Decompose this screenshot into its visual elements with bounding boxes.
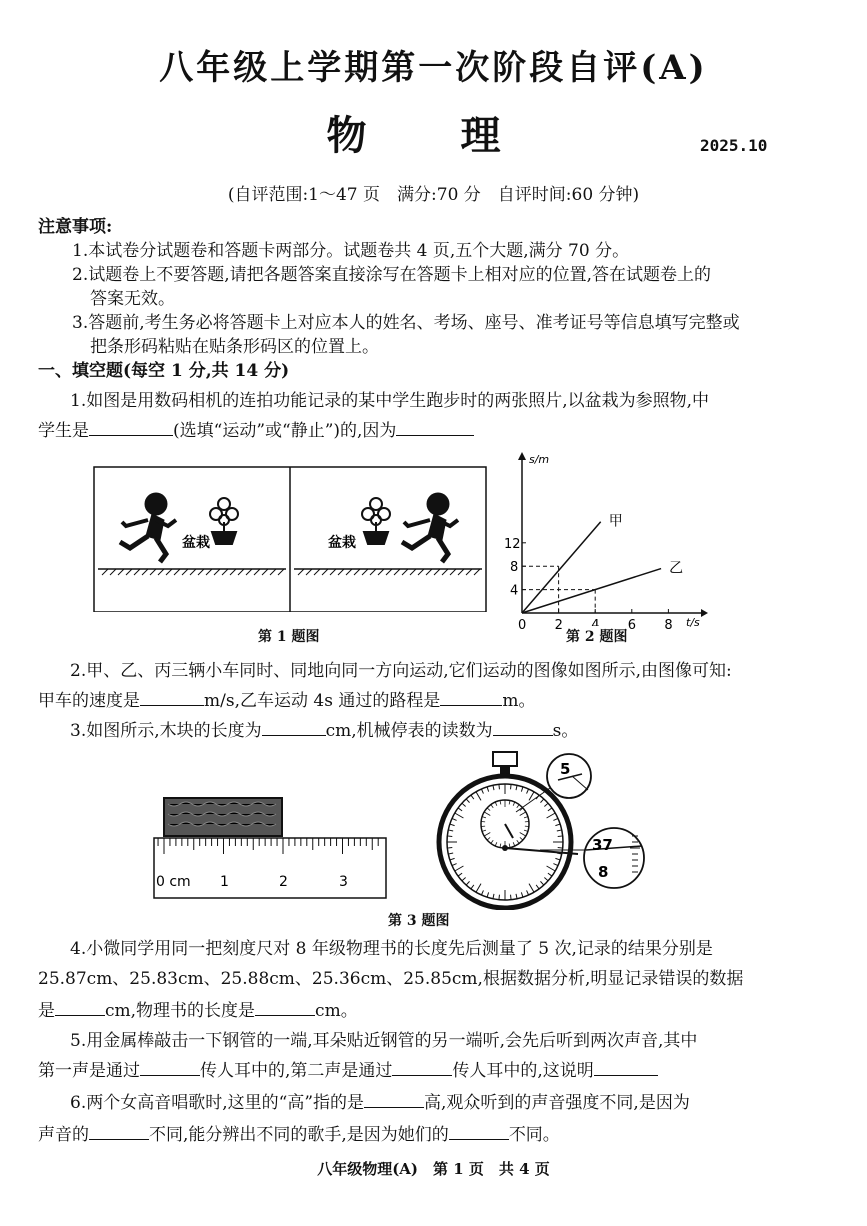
watch-tick (458, 873, 462, 876)
note-line-1: 1.本试卷分试题卷和答题卡两部分。试题卷共 4 页,五个大题,满分 70 分。 (72, 241, 630, 261)
inner-dial-tick (520, 837, 523, 840)
q3-caption: 第 3 题图 (388, 913, 450, 929)
watch-tick (536, 885, 539, 889)
zoom-top-value: 5 (560, 760, 571, 778)
q5-text-a: 第一声是通过 (38, 1061, 140, 1081)
watch-tick (476, 792, 481, 801)
q5-blank-2[interactable] (392, 1059, 452, 1076)
q6-blank-1[interactable] (364, 1091, 424, 1108)
q3-text-b: cm,机械停表的读数为 (325, 721, 493, 741)
q3-blank-2[interactable] (493, 719, 553, 736)
q4-line3 (38, 996, 358, 1021)
watch-tick (511, 895, 512, 900)
watch-tick (455, 866, 464, 871)
watch-tick (493, 785, 494, 790)
q1-blank-2[interactable] (396, 419, 474, 436)
watch-tick (521, 892, 523, 897)
watch-tick (516, 894, 517, 899)
watch-tick (555, 824, 560, 826)
q6-text-c: 声音的 (38, 1125, 89, 1145)
q2-text-c: m。 (502, 691, 536, 711)
watch-tick (511, 784, 512, 789)
watch-tick (487, 892, 489, 897)
zoom-right-value-b: 8 (598, 863, 609, 881)
watch-tick (455, 813, 464, 818)
watch-tick (493, 894, 494, 899)
watch-tick (476, 884, 481, 893)
inner-dial-tick (520, 833, 526, 837)
q1-caption: 第 1 题图 (258, 629, 320, 645)
watch-tick (558, 836, 563, 837)
watch-tick (499, 784, 500, 789)
q3-text-a: 3.如图所示,木块的长度为 (70, 721, 262, 741)
potted-plant-icon (362, 498, 390, 544)
y-tick-label: 12 (504, 536, 521, 552)
inner-dial-tick (495, 802, 497, 806)
q5-blank-3[interactable] (594, 1059, 658, 1076)
watch-tick (558, 848, 563, 849)
runner-icon (120, 493, 176, 562)
exam-title: 八年级上学期第一次阶段自评(A) (159, 48, 708, 88)
watch-tick (553, 818, 558, 820)
watch-tick (450, 858, 455, 860)
section-heading: 一、填空题(每空 1 分,共 14 分) (38, 361, 290, 381)
watch-tick (466, 799, 469, 803)
watch-tick (452, 818, 457, 820)
watch-tick (458, 808, 462, 811)
q6-text-e: 不同。 (508, 1125, 560, 1145)
watch-tick (529, 792, 534, 801)
x-tick-label: 0 (518, 618, 527, 633)
q1-figure (90, 462, 490, 612)
exam-date: 2025.10 (700, 136, 768, 155)
exam-range: (自评范围:1～47 页 满分:70 分 自评时间:60 分钟) (227, 185, 640, 205)
q3-blank-1[interactable] (262, 719, 326, 736)
watch-tick (462, 803, 466, 806)
series-line-2 (522, 569, 661, 613)
ruler-figure (150, 796, 390, 902)
series-line-1 (522, 522, 601, 613)
q1-line2 (38, 416, 474, 441)
inner-dial-tick (484, 833, 490, 837)
inner-dial-tick (520, 812, 526, 816)
q2-blank-2[interactable] (440, 689, 502, 706)
q3-line1 (70, 716, 578, 741)
series-label-2: 乙 (669, 560, 684, 577)
ruler-label-1: 1 (220, 874, 229, 890)
q4-line2: 25.87cm、25.83cm、25.88cm、25.36cm、25.85cm,根据数据分析,明显记录错误的数据 (38, 969, 744, 989)
q2-blank-1[interactable] (140, 689, 204, 706)
q4-text-c: cm。 (315, 1001, 358, 1021)
x-tick-label: 2 (554, 618, 563, 633)
watch-tick (548, 873, 552, 876)
potted-plant-icon (210, 498, 238, 544)
ruler-label-3: 3 (339, 874, 348, 890)
watch-tick (516, 785, 517, 790)
watch-tick (462, 877, 466, 880)
notes-heading: 注意事项: (38, 217, 113, 237)
watch-tick (547, 813, 556, 818)
inner-dial-tick (491, 840, 493, 843)
y-tick-label: 8 (510, 560, 519, 576)
q5-line2 (38, 1056, 658, 1081)
q1-blank-1[interactable] (89, 419, 173, 436)
inner-dial-tick (513, 802, 515, 806)
q2-text-b: m/s,乙车运动 4s 通过的路程是 (204, 691, 441, 711)
watch-tick (481, 890, 483, 895)
q2-chart (496, 448, 711, 644)
series-label-1: 甲 (608, 513, 623, 530)
q2-text-a: 甲车的速度是 (38, 691, 140, 711)
inner-dial-tick (491, 805, 493, 808)
q6-text-a: 6.两个女高音唱歌时,这里的“高”指的是 (70, 1093, 365, 1113)
plant-label-right: 盆栽 (328, 535, 356, 551)
y-tick-label: 4 (510, 583, 519, 599)
q6-line1 (70, 1088, 690, 1113)
q3-text-c: s。 (552, 721, 579, 741)
x-tick-label: 6 (627, 618, 637, 633)
ruler-label-0: 0 cm (156, 874, 191, 890)
watch-tick (544, 803, 548, 806)
q5-blank-1[interactable] (140, 1059, 200, 1076)
watch-tick (540, 881, 543, 885)
inner-dial-tick (487, 837, 490, 840)
note-line-5: 把条形码粘贴在贴条形码区的位置上。 (90, 337, 379, 357)
q1-text-a: 学生是 (38, 421, 89, 441)
watch-tick (450, 824, 455, 826)
note-line-2: 2.试题卷上不要答题,请把各题答案直接涂写在答题卡上相对应的位置,答在试题卷上的 (72, 265, 712, 285)
q4-text-b: cm,物理书的长度是 (105, 1001, 256, 1021)
stopwatch-figure (432, 750, 652, 910)
ruler-label-2: 2 (279, 874, 288, 890)
q5-text-c: 传人耳中的,这说明 (452, 1061, 594, 1081)
watch-tick (521, 787, 523, 792)
watch-tick (529, 884, 534, 893)
x-tick-label: 8 (664, 618, 673, 633)
note-line-3: 答案无效。 (90, 289, 175, 309)
watch-tick (448, 830, 453, 831)
watch-tick (547, 866, 556, 871)
q4-blank-1[interactable] (55, 999, 105, 1016)
watch-tick (447, 848, 452, 849)
q5-line1: 5.用金属棒敲击一下钢管的一端,耳朵贴近钢管的另一端听,会先后听到两次声音,其中 (70, 1031, 698, 1051)
q1-text-b: (选填“运动”或“静止”)的,因为 (173, 421, 397, 441)
inner-dial-tick (517, 805, 519, 808)
watch-tick (452, 864, 457, 866)
q6-blank-2[interactable] (89, 1123, 149, 1140)
watch-tick (447, 836, 452, 837)
x-axis-label: t/s (686, 616, 700, 629)
subject-title: 物 理 (326, 112, 541, 159)
inner-dial-tick (495, 842, 497, 846)
watch-tick (540, 799, 543, 803)
watch-tick (466, 881, 469, 885)
inner-dial-tick (513, 842, 515, 846)
watch-tick (448, 853, 453, 854)
q6-blank-3[interactable] (449, 1123, 509, 1140)
inner-dial-tick (517, 840, 519, 843)
q1-line1: 1.如图是用数码相机的连拍功能记录的某中学生跑步时的两张照片,以盆栽为参照物,中 (70, 391, 710, 411)
watch-tick (553, 864, 558, 866)
q4-line1: 4.小微同学用同一把刻度尺对 8 年级物理书的长度先后测量了 5 次,记录的结果分别是 (70, 939, 713, 959)
q4-text-a: 是 (38, 1001, 55, 1021)
q6-text-d: 不同,能分辨出不同的歌手,是因为她们的 (149, 1125, 449, 1145)
inner-dial-tick (484, 812, 490, 816)
watch-tick (548, 808, 552, 811)
plant-label-left: 盆栽 (182, 535, 210, 551)
q4-blank-2[interactable] (255, 999, 315, 1016)
page-footer: 八年级物理(A) 第 1 页 共 4 页 (317, 1160, 550, 1178)
watch-tick (471, 885, 474, 889)
q2-caption: 第 2 题图 (566, 626, 628, 646)
watch-tick (499, 895, 500, 900)
watch-tick (557, 830, 562, 831)
q6-text-b: 高,观众听到的声音强度不同,是因为 (424, 1093, 690, 1113)
q2-line2 (38, 686, 535, 711)
watch-tick (527, 890, 529, 895)
q6-line2 (38, 1120, 560, 1145)
watch-tick (471, 795, 474, 799)
y-axis-arrow (518, 452, 526, 460)
runner-icon (402, 493, 458, 562)
y-axis-label: s/m (529, 453, 550, 466)
watch-tick (481, 789, 483, 794)
zoom-right-value-a: 37 (592, 836, 613, 854)
watch-tick (544, 877, 548, 880)
inner-dial-tick (487, 808, 490, 811)
q2-line1: 2.甲、乙、丙三辆小车同时、同地向同一方向运动,它们运动的图像如图所示,由图像可知: (70, 661, 732, 681)
note-line-4: 3.答题前,考生务必将答题卡上对应本人的姓名、考场、座号、准考证号等信息填写完整或 (72, 313, 740, 333)
x-axis-arrow (701, 609, 708, 617)
watch-tick (487, 787, 489, 792)
q5-text-b: 传人耳中的,第二声是通过 (200, 1061, 393, 1081)
watch-tick (527, 789, 529, 794)
watch-tick (555, 858, 560, 860)
